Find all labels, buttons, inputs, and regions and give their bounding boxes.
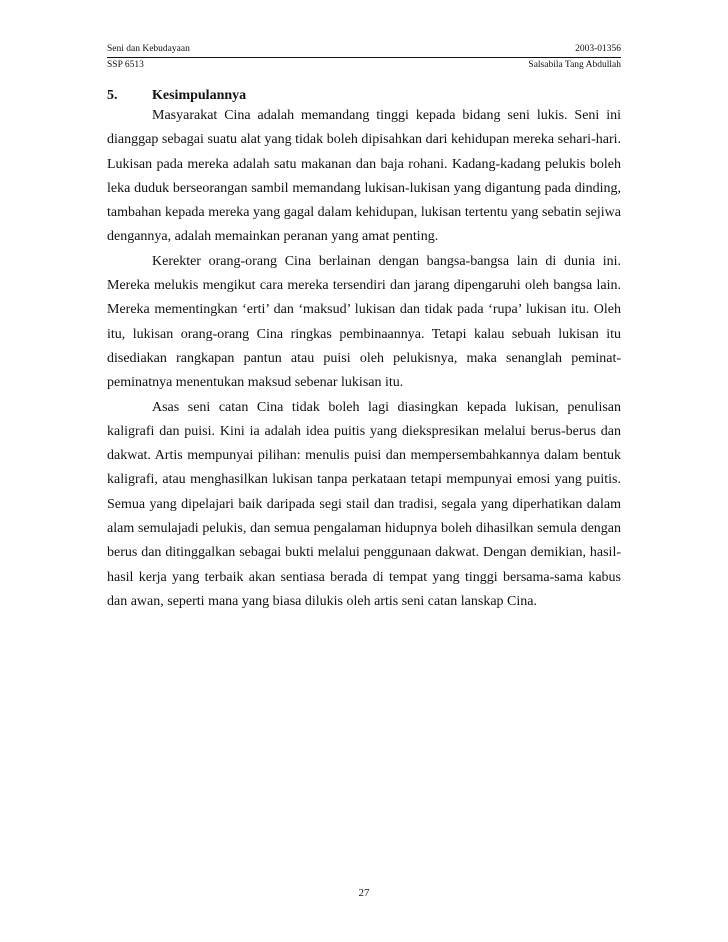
header-divider bbox=[107, 57, 621, 58]
header-row-bottom bbox=[107, 59, 621, 72]
paragraph-2: Kerekter orang-orang Cina berlainan dengan bangsa-bangsa lain di dunia ini. Mereka melukis mengikut cara mereka tersendiri dan jarang dipengaruhi oleh bangsa lain. Mereka mementingkan ‘erti’ dan ‘maksud’ lukisan dan tidak pada ‘rupa’ lukisan itu. Oleh itu, lukisan orang-orang Cina ringkas pembinaannya. Tetapi kalau sebuah lukisan itu disediakan rangkapan pantun atau puisi oleh pelukisnya, maka senanglah peminat-peminatnya menentukan maksud sebenar lukisan itu. bbox=[107, 253, 621, 391]
page-number: 27 bbox=[358, 887, 370, 899]
section-heading bbox=[107, 86, 621, 106]
header-row-top bbox=[107, 43, 621, 56]
paragraph-3: Asas seni catan Cina tidak boleh lagi diasingkan kepada lukisan, penulisan kaligrafi dan puisi. Kini ia adalah idea puitis yang diekspresikan melalui berus-berus dan dakwat. Artis mempunyai pilihan: menulis puisi dan mempersembahkannya dalam bentuk kaligrafi, atau menghasilkan lukisan tanpa perkataan tetapi mempunyai emosi yang puitis. Semua yang dipelajari baik daripada segi stail dan tradisi, segala yang diperhatikan dalam alam semulajadi pelukis, dan semua pengalaman hidupnya boleh dihasilkan semula dengan berus dan ditinggalkan sebagai bukti melalui penggunaan dakwat. Dengan demikian, hasil-hasil kerja yang terbaik akan sentiasa berada di tempat yang tinggi bersama-sama kabus dan awan, seperti mana yang biasa dilukis oleh artis seni catan lanskap Cina. bbox=[107, 399, 621, 609]
page-header bbox=[107, 43, 621, 72]
header-course-title: Seni dan Kebudayaan bbox=[107, 44, 190, 54]
section-number: 5. bbox=[107, 88, 118, 103]
header-course-code: SSP 6513 bbox=[107, 60, 144, 70]
header-author-name: Salsabila Tang Abdullah bbox=[528, 60, 621, 70]
body-text bbox=[107, 104, 621, 614]
section-title: Kesimpulannya bbox=[152, 88, 247, 103]
header-student-id: 2003-01356 bbox=[575, 44, 621, 54]
paragraph-1: Masyarakat Cina adalah memandang tinggi kepada bidang seni lukis. Seni ini dianggap sebagai suatu alat yang tidak boleh dipisahkan dari kehidupan mereka sehari-hari. Lukisan pada mereka adalah satu makanan dan baja rohani. Kadang-kadang pelukis boleh leka duduk berseorangan sambil memandang lukisan-lukisan yang digantung pada dinding, tambahan kepada mereka yang gagal dalam kehidupan, lukisan tertentu yang sebatin sejiwa dengannya, adalah memainkan peranan yang amat penting. bbox=[107, 108, 621, 245]
